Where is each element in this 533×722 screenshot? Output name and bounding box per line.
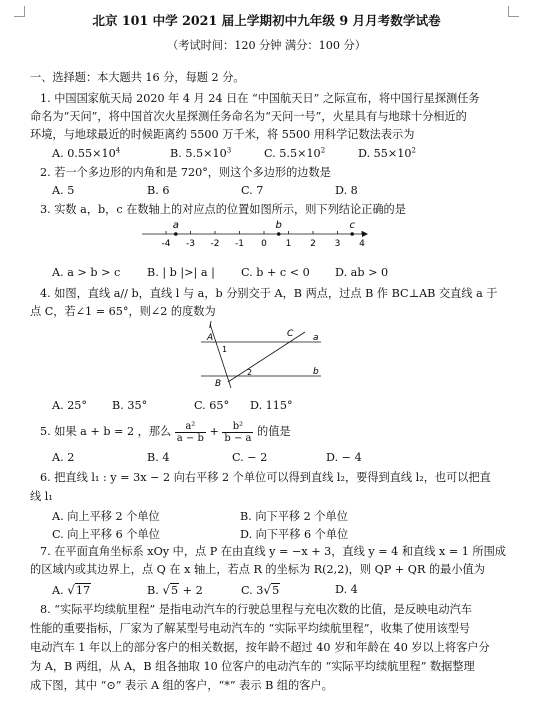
number-line-point-c [350,232,354,236]
q2-line1: 2. 若一个多边形的内角和是 720°，则这个多边形的边数是 [40,166,331,179]
label-b: b [313,367,319,377]
exam-title: 北京 101 中学 2021 届上学期初中九年级 9 月月考数学试卷 [92,13,441,28]
q5-option-c[interactable]: C. − 2 [232,451,268,464]
number-line-tick-label: -1 [235,239,244,249]
q1-option-a[interactable]: A. $0.55\times 10^4$ [52,146,121,160]
q1-option-c[interactable]: C. $5.5\times 10^2$ [264,146,326,160]
q3-option-c[interactable]: C. b + c < 0 [241,266,310,279]
q7-line2: 的区域内或其边界上，点 Q 在 x 轴上，若点 R 的坐标为 R(2,2)，则 QP + QR 的最小值为 [30,563,485,576]
q5-option-b[interactable]: B. 4 [147,451,170,464]
q6-line2: 线 l₁ [30,490,53,503]
q4-option-c[interactable]: C. 65° [194,399,230,412]
q2-option-d[interactable]: D. 8 [335,184,358,197]
q4-option-d[interactable]: D. 115° [250,399,293,412]
q8-line2: 性能的重要指标，厂家为了解某型号电动汽车的 “实际平均续航里程”，收集了使用该型号 [30,622,471,635]
q7-option-b[interactable]: B. √5 + 2 [147,583,203,597]
q1-option-d[interactable]: D. $55\times 10^2$ [358,146,416,160]
q4-option-b[interactable]: B. 35° [112,399,148,412]
q1-line2: 命名为“天问”，将中国首次火星探测任务命名为“天问一号”，火星具有与地球十分相近的 [30,110,467,123]
q8-line4: 为 A，B 两组，从 A，B 组各抽取 10 位客户的电动汽车的 “实际平均续航里程” 数据整理 [30,660,475,673]
exam-subtitle: （考试时间：120 分钟 满分：100 分） [167,39,366,52]
q5-option-d[interactable]: D. − 4 [326,451,362,464]
q7-option-a[interactable]: A. √17 [52,583,91,597]
number-line-tick-label: 4 [359,239,365,249]
q6-line1: 6. 把直线 l₁ : y = 3x − 2 向右平移 2 个单位可以得到直线 l₂，要得到直线 l₂，也可以把直 [40,471,491,484]
label-2: 2 [247,368,253,377]
number-line-point-a [174,232,178,236]
q1-line3: 环境，与地球最近的时候距离约 5500 万千米，将 5500 用科学记数法表示为 [30,128,415,141]
number-line-tick-label: 2 [310,239,316,249]
q4-line2: 点 C，若∠1 = 65°，则∠2 的度数为 [30,305,216,318]
q7-option-c[interactable]: C. 3√5 [241,583,280,597]
q3-line1: 3. 实数 a，b，c 在数轴上的对应点的位置如图所示，则下列结论正确的是 [40,203,406,216]
q5-option-a[interactable]: A. 2 [52,451,75,464]
number-line-tick-label: -3 [186,239,195,249]
q7-line1: 7. 在平面直角坐标系 xOy 中，点 P 在由直线 y = −x + 3，直线 y = 4 和直线 x = 1 所围成 [40,545,506,558]
number-line-tick-label: 1 [285,239,292,249]
label-1: 1 [222,345,228,354]
q2-option-c[interactable]: C. 7 [241,184,264,197]
number-line-point-b [277,232,281,236]
q7-option-d[interactable]: D. 4 [335,583,358,596]
section1-heading: 一、选择题：本大题共 16 分，每题 2 分。 [30,71,245,84]
label-l: l [209,321,212,331]
q1-line1: 1. 中国国家航天局 2020 年 4 月 24 日在 “中国航天日” 之际宣布，将中国行星探测任务 [40,92,480,105]
q2-option-b[interactable]: B. 6 [147,184,170,197]
q1-option-b[interactable]: B. $5.5\times 10^3$ [170,146,232,160]
q8-line1: 8. “实际平均续航里程” 是指电动汽车的行驶总里程与充电次数的比值，是反映电动汽车 [40,603,472,616]
q3-option-a[interactable]: A. a > b > c [52,266,121,279]
q3-option-d[interactable]: D. ab > 0 [335,266,389,279]
number-line-figure [140,216,370,254]
q6-option-c[interactable]: C. 向上平移 6 个单位 [52,528,160,541]
q5-line1: 5. 如果 a + b = 2 ，那么 $\frac{\text{a²}}{a - b}$ + $\frac{\text{b²}}{b - a}$ 的值是 [40,420,291,444]
q8-line5: 成下图，其中 “⊙” 表示 A 组的客户，“*” 表示 B 组的客户。 [30,679,333,692]
q6-option-b[interactable]: B. 向下平移 2 个单位 [240,510,348,523]
label-A: A [207,333,214,343]
parallel-lines-figure [195,320,325,390]
label-B: B [215,379,222,389]
number-line-tick-label: -4 [161,239,171,249]
number-line-point-label-a: a [172,220,179,231]
line-bc [228,332,305,382]
q4-line1: 4. 如图，直线 a// b，直线 l 与 a，b 分别交于 A，B 两点，过点 B 作 BC⊥AB 交直线 a 于 [40,287,498,300]
q4-option-a[interactable]: A. 25° [52,399,88,412]
number-line-point-label-b: b [275,220,282,231]
number-line-point-label-c: c [349,220,355,231]
number-line-tick-label: -2 [210,239,220,249]
q8-line3: 电动汽车 1 年以上的部分客户的相关数据，按年龄不超过 40 岁和年龄在 40 岁以上将客户分 [30,641,490,654]
q3-option-b[interactable]: B. | b |>| a | [147,266,215,279]
q6-option-a[interactable]: A. 向上平移 2 个单位 [52,510,160,523]
number-line-tick-label: 0 [261,239,267,249]
q2-option-a[interactable]: A. 5 [52,184,75,197]
q5-fraction-1: $\frac{\text{a²}}{a - b}$ [176,420,204,444]
label-C: C [287,329,294,339]
label-a: a [313,333,319,343]
q6-option-d[interactable]: D. 向下平移 6 个单位 [240,528,349,541]
q5-fraction-2: $\frac{\text{b²}}{b - a}$ [224,420,252,444]
number-line-tick-label: 3 [334,239,341,249]
